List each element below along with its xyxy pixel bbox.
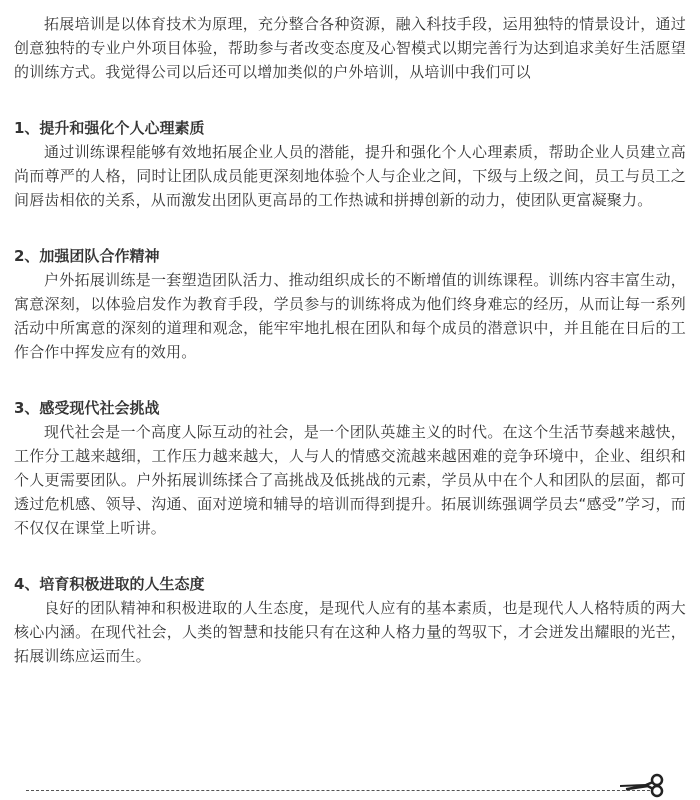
intro-paragraph: 拓展培训是以体育技术为原理，充分整合各种资源，融入科技手段，运用独特的情景设计，通过创意独特的专业户外项目体验，帮助参与者改变态度及心智模式以期完善行为达到追求美好生活愿望的训练方式。我觉得公司以后还可以增加类似的户外培训，从培训中我们可以 <box>14 15 686 81</box>
section-gap <box>14 212 686 244</box>
section-gap <box>14 84 686 116</box>
dashed-cut-line <box>26 790 650 791</box>
section-gap <box>14 540 686 572</box>
section-3-heading: 3、感受现代社会挑战 <box>14 399 160 417</box>
section-1-heading: 1、提升和强化个人心理素质 <box>14 119 205 137</box>
section-4-heading: 4、培育积极进取的人生态度 <box>14 575 205 593</box>
section-1-body: 通过训练课程能够有效地拓展企业人员的潜能，提升和强化个人心理素质，帮助企业人员建立高尚而尊严的人格，同时让团队成员能更深刻地体验个人与企业之间，下级与上级之间，员工与员工之间唇齿相依的关系，从而激发出团队更高昂的工作热诚和拼搏创新的动力，使团队更富凝聚力。 <box>14 143 686 209</box>
scissors-icon <box>620 772 666 798</box>
section-gap <box>14 364 686 396</box>
section-2-body: 户外拓展训练是一套塑造团队活力、推动组织成长的不断增值的训练课程。训练内容丰富生动，寓意深刻，以体验启发作为教育手段，学员参与的训练将成为他们终身难忘的经历，从而让每一系列活动中所寓意的深刻的道理和观念，能牢牢地扎根在团队和每个成员的潜意识中，并且能在日后的工作合作中挥发应有的效用。 <box>14 271 686 361</box>
section-3-body: 现代社会是一个高度人际互动的社会，是一个团队英雄主义的时代。在这个生活节奏越来越快，工作分工越来越细，工作压力越来越大，人与人的情感交流越来越困难的竞争环境中，企业、组织和个人更需要团队。户外拓展训练揉合了高挑战及低挑战的元素，学员从中在个人和团队的层面，都可透过危机感、领导、沟通、面对逆境和辅导的培训而得到提升。拓展训练强调学员去“感受”学习，而不仅仅在课堂上听讲。 <box>14 423 686 537</box>
section-2-heading: 2、加强团队合作精神 <box>14 247 160 265</box>
article <box>14 12 686 668</box>
section-4-body: 良好的团队精神和积极进取的人生态度，是现代人应有的基本素质，也是现代人人格特质的两大核心内涵。在现代社会，人类的智慧和技能只有在这种人格力量的驾驭下，才会迸发出耀眼的光芒，拓展训练应运而生。 <box>14 599 686 665</box>
